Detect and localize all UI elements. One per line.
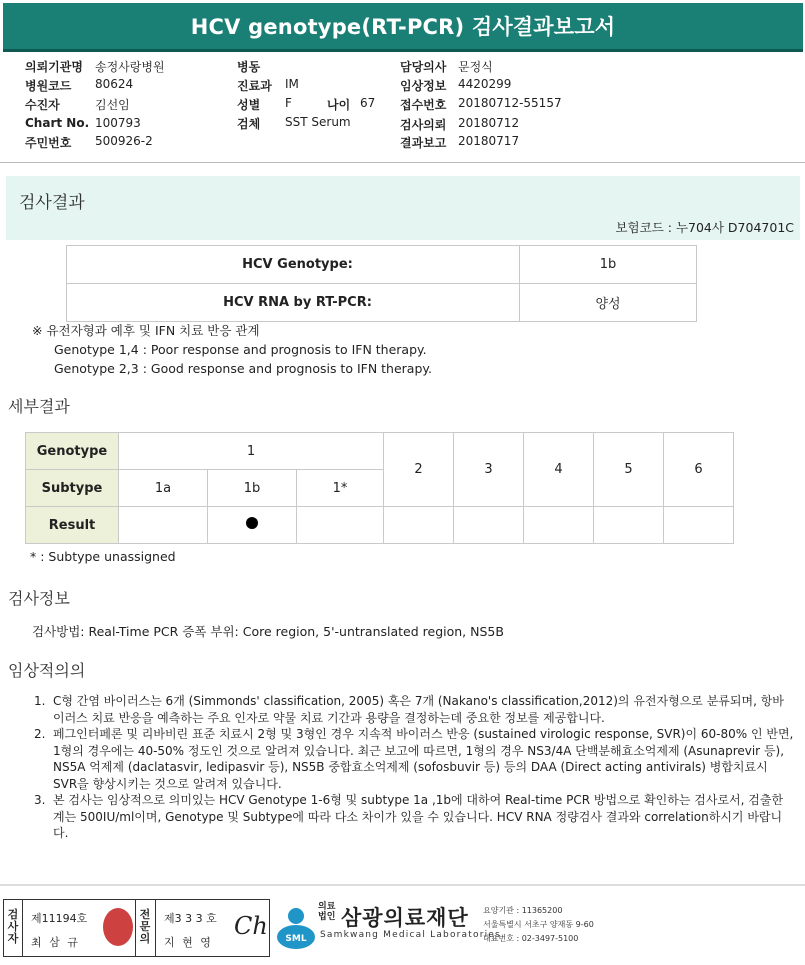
result-value-genotype: 1b [520,246,697,284]
result-cell-1a [119,507,208,544]
list-text: C형 간염 바이러스는 6개 (Simmonds' classification, 2005) 혹은 7개 (Nakano's classification,2012)의 유전자형으로 분류되며, 항바이러스 치료 반응을 예측하는 주요 인자로 약물 치료 기간과 용량을 결정하는데 중요한 정보를 제공합니다. [53,694,784,725]
detail-section-title: 세부결과 [8,397,70,416]
info-label-id: 주민번호 [25,136,72,150]
footer-divider [0,884,805,886]
contact-line: 요양기관 : 11365200 [483,906,563,915]
specialist-label: 전문의 [139,908,151,945]
table-row [67,284,697,322]
genotype-2-cell: 2 [384,433,454,507]
result-cell-1star [297,507,384,544]
method-section-title: 검사정보 [8,589,70,608]
info-label-receipt: 접수번호 [400,98,447,112]
insurance-code: 보험코드 : 누704사 D704701C [615,220,794,235]
note-heading: ※ 유전자형과 예후 및 IFN 치료 반응 관계 [32,323,260,338]
info-value-specimen: SST Serum [285,115,351,129]
list-item [34,693,794,726]
table-row [26,507,734,544]
logo-text: SML [285,934,307,944]
info-value-clinical: 4420299 [458,77,512,91]
result-cell-2 [384,507,454,544]
info-label-report: 결과보고 [400,136,447,150]
info-value-doctor: 문정식 [458,60,493,74]
report-title: HCV genotype(RT-PCR) 검사결과보고서 [3,3,803,52]
genotype-4-cell: 4 [524,433,594,507]
contact-info [483,904,594,946]
subtype-footnote: * : Subtype unassigned [30,549,176,564]
result-cell-6 [664,507,734,544]
list-number: 1. [34,694,46,708]
info-value-request: 20180712 [458,116,520,130]
inspector-name: 최 삼 규 [31,936,80,949]
info-label-specimen: 검체 [237,117,261,131]
signature-box [3,899,270,957]
subtype-1a-cell: 1a [119,470,208,507]
seal-stamp-icon [103,908,133,946]
sml-logo-icon [275,902,317,950]
list-number: 3. [34,793,46,807]
patient-info [0,0,805,160]
specialist-name: 지 현 영 [164,936,213,949]
note-line-1: Genotype 1,4 : Poor response and prognosis to IFN therapy. [54,342,427,357]
info-value-receipt: 20180712-55157 [458,96,562,110]
table-row [26,433,734,470]
row-header-subtype: Subtype [26,470,119,507]
list-number: 2. [34,727,46,741]
info-value-id: 500926-2 [95,134,153,148]
signature: Ch [234,912,268,940]
info-label-dept: 진료과 [237,79,272,93]
list-text: 본 검사는 임상적으로 의미있는 HCV Genotype 1-6형 및 subtype 1a ,1b에 대하여 Real-time PCR 방법으로 확인하는 검사로서, 검출한계는 500IU/ml이며, Genotype 및 Subtype에 따라 다소 차이가 있을 수 있습니다. HCV RNA 정량검사 결과와 correlation하시기 바랍니다. [53,793,784,840]
genotype-table [25,432,734,544]
info-value-dept: IM [285,77,299,91]
subtype-1b-cell: 1b [208,470,297,507]
list-item [34,792,794,842]
info-value-hospital-code: 80624 [95,77,134,91]
info-value-requester: 송정사랑병원 [95,60,165,74]
note-line-2: Genotype 2,3 : Good response and prognosis to IFN therapy. [54,361,432,376]
info-value-sex: F [285,96,292,110]
divider [22,900,23,956]
clinical-section-title: 임상적의의 [8,661,86,680]
result-cell-5 [594,507,664,544]
subtype-1star-cell: 1* [297,470,384,507]
result-section-title: 검사결과 [19,193,85,213]
genotype-6-cell: 6 [664,433,734,507]
genotype-3-cell: 3 [454,433,524,507]
info-label-hospital-code: 병원코드 [25,79,72,93]
specialist-number: 제3 3 3 호 [164,912,217,925]
org-name: 삼광의료재단 [341,906,469,930]
info-label-clinical: 임상정보 [400,79,447,93]
info-label-chart: Chart No. [25,116,90,130]
org-prefix: 의료법인 [318,902,336,922]
inspector-number: 제11194호 [31,912,88,925]
result-marker-dot [246,517,258,529]
result-section-band [6,176,800,240]
info-value-chart: 100793 [95,116,141,130]
list-text: 페그인터페론 및 리바비린 표준 치료시 2형 및 3형인 경우 지속적 바이러스 반응 (sustained virologic response, SVR)이 60-80% 인 반면, 1형의 경우에는 40-50% 정도인 것으로 알려져 있습니다. 최근 보고에 따르면, 1형의 경우 NS3/4A 단백분해효소억제제 (Asunaprevir 등), NS5A 억제제 (daclatasvir, ledipasvir 등), NS5B 중합효소억제제 (sofosbuvir 등) 등의 DAA (Direct acting antivirals) 병합치료시 SVR을 향상시키는 것으로 알려져 있습니다. [53,727,794,791]
divider [135,900,136,956]
info-label-requester: 의뢰기관명 [25,60,83,74]
contact-line: 대표번호 : 02-3497-5100 [483,934,579,943]
result-table [66,245,697,322]
genotype-5-cell: 5 [594,433,664,507]
note-block [32,321,432,378]
info-label-patient: 수진자 [25,98,60,112]
info-label-age: 나이 [327,98,351,112]
info-label-request: 검사의뢰 [400,118,447,132]
table-row [67,246,697,284]
list-item [34,726,794,792]
inspector-label: 검사자 [7,908,19,945]
row-header-genotype: Genotype [26,433,119,470]
info-label-sex: 성별 [237,98,261,112]
result-cell-1b [208,507,297,544]
org-english-name: Samkwang Medical Laboratories [320,930,501,940]
result-cell-4 [524,507,594,544]
info-value-report: 20180717 [458,134,520,148]
info-label-doctor: 담당의사 [400,60,447,74]
clinical-list [34,693,794,842]
divider [155,900,156,956]
result-label-rna: HCV RNA by RT-PCR: [67,284,520,322]
divider [0,162,805,163]
method-text: 검사방법: Real-Time PCR 증폭 부위: Core region, 5'-untranslated region, NS5B [32,624,504,639]
info-value-age: 67 [360,96,376,110]
result-value-rna: 양성 [520,284,697,322]
info-label-ward: 병동 [237,60,261,74]
row-header-result: Result [26,507,119,544]
genotype-1-cell: 1 [119,433,384,470]
result-cell-3 [454,507,524,544]
info-value-patient: 김선임 [95,98,130,112]
contact-line: 서울특별시 서초구 양재동 9-60 [483,920,594,929]
result-label-genotype: HCV Genotype: [67,246,520,284]
